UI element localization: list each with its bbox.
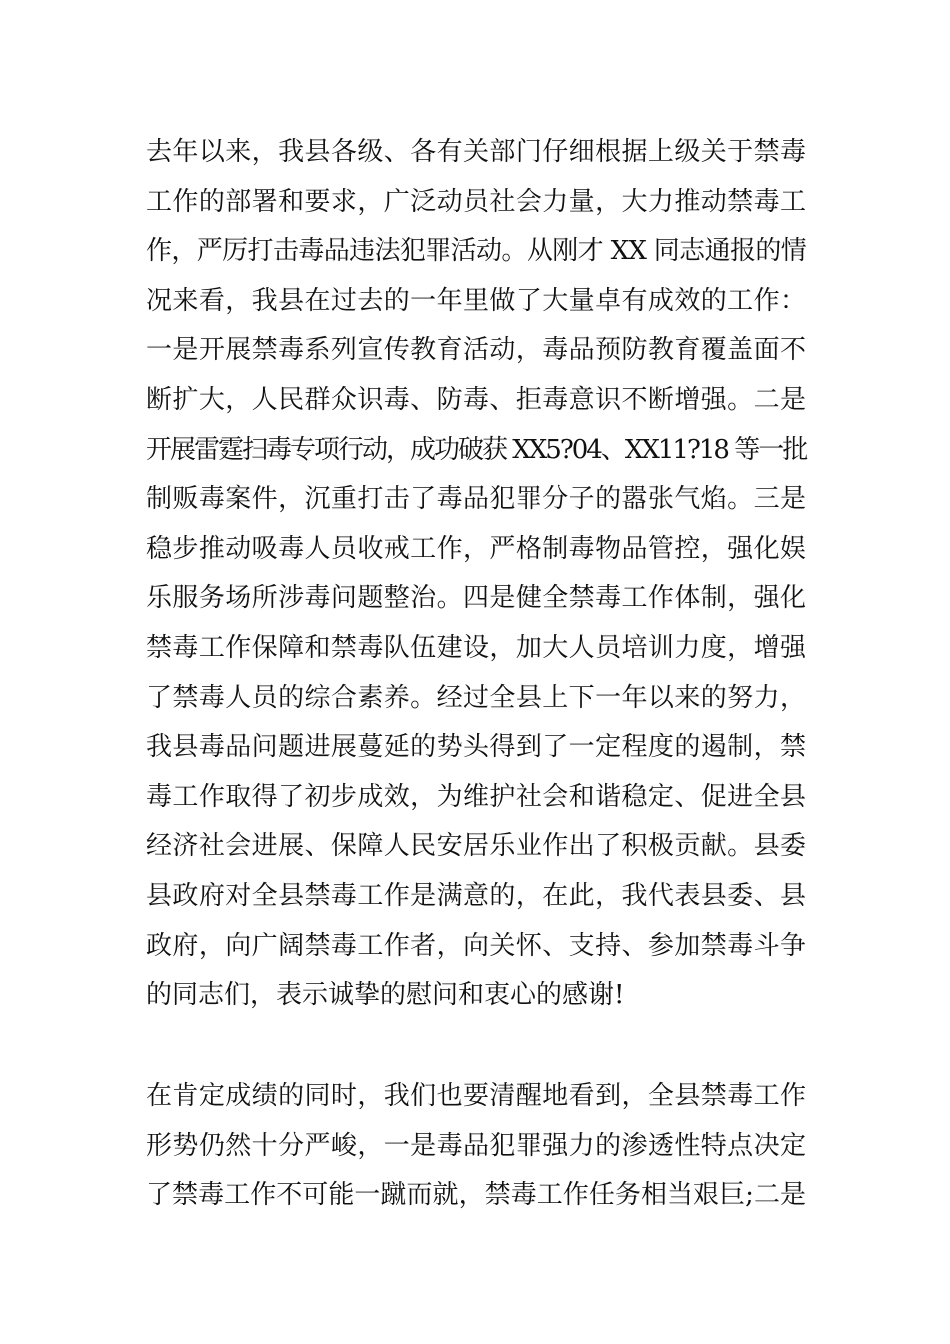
text-line: 的同志们，表示诚挚的慰问和衷心的感谢! xyxy=(146,980,625,1011)
text-line: 县政府对全县禁毒工作是满意的，在此，我代表县委、县 xyxy=(146,880,806,911)
text-line: 去年以来，我县各级、各有关部门仔细根据上级关于禁毒 xyxy=(146,137,806,167)
text-line: 形势仍然十分严峻，一是毒品犯罪强力的渗透性特点决定 xyxy=(146,1130,806,1161)
paragraph-achievements xyxy=(146,128,806,1021)
text-line: 在肯定成绩的同时，我们也要清醒地看到，全县禁毒工作 xyxy=(146,1081,806,1111)
text-line: 我县毒品问题进展蔓延的势头得到了一定程度的遏制，禁 xyxy=(146,732,806,763)
text-line: 况来看，我县在过去的一年里做了大量卓有成效的工作： xyxy=(146,285,806,316)
text-line: 一是开展禁毒系列宣传教育活动，毒品预防教育覆盖面不 xyxy=(146,335,806,366)
text-line: 政府，向广阔禁毒工作者，向关怀、支持、参加禁毒斗争 xyxy=(146,930,806,961)
text-line: 经济社会进展、保障人民安居乐业作出了积极贡献。县委 xyxy=(146,831,806,862)
text-line: 断扩大，人民群众识毒、防毒、拒毒意识不断增强。二是 xyxy=(146,384,806,415)
paragraph-challenges xyxy=(146,1072,806,1221)
text-line: 工作的部署和要求，广泛动员社会力量，大力推动禁毒工 xyxy=(146,186,806,217)
text-line: 了禁毒人员的综合素养。经过全县上下一年以来的努力， xyxy=(146,682,806,713)
text-line: 稳步推动吸毒人员收戒工作，严格制毒物品管控，强化娱 xyxy=(146,533,806,564)
text-line: 毒工作取得了初步成效，为维护社会和谐稳定、促进全县 xyxy=(146,781,806,812)
text-line: 乐服务场所涉毒问题整治。四是健全禁毒工作体制，强化 xyxy=(146,583,806,614)
text-line: 禁毒工作保障和禁毒队伍建设，加大人员培训力度，增强 xyxy=(146,632,806,663)
text-line: 开展雷霆扫毒专项行动，成功破获 XX5?04、XX11?18 等一批 xyxy=(146,434,807,465)
text-line: 作，严厉打击毒品违法犯罪活动。从刚才 XX 同志通报的情 xyxy=(146,236,806,267)
text-line: 制贩毒案件，沉重打击了毒品犯罪分子的嚣张气焰。三是 xyxy=(146,484,806,515)
text-line: 了禁毒工作不可能一蹴而就，禁毒工作任务相当艰巨;二是 xyxy=(146,1180,806,1211)
